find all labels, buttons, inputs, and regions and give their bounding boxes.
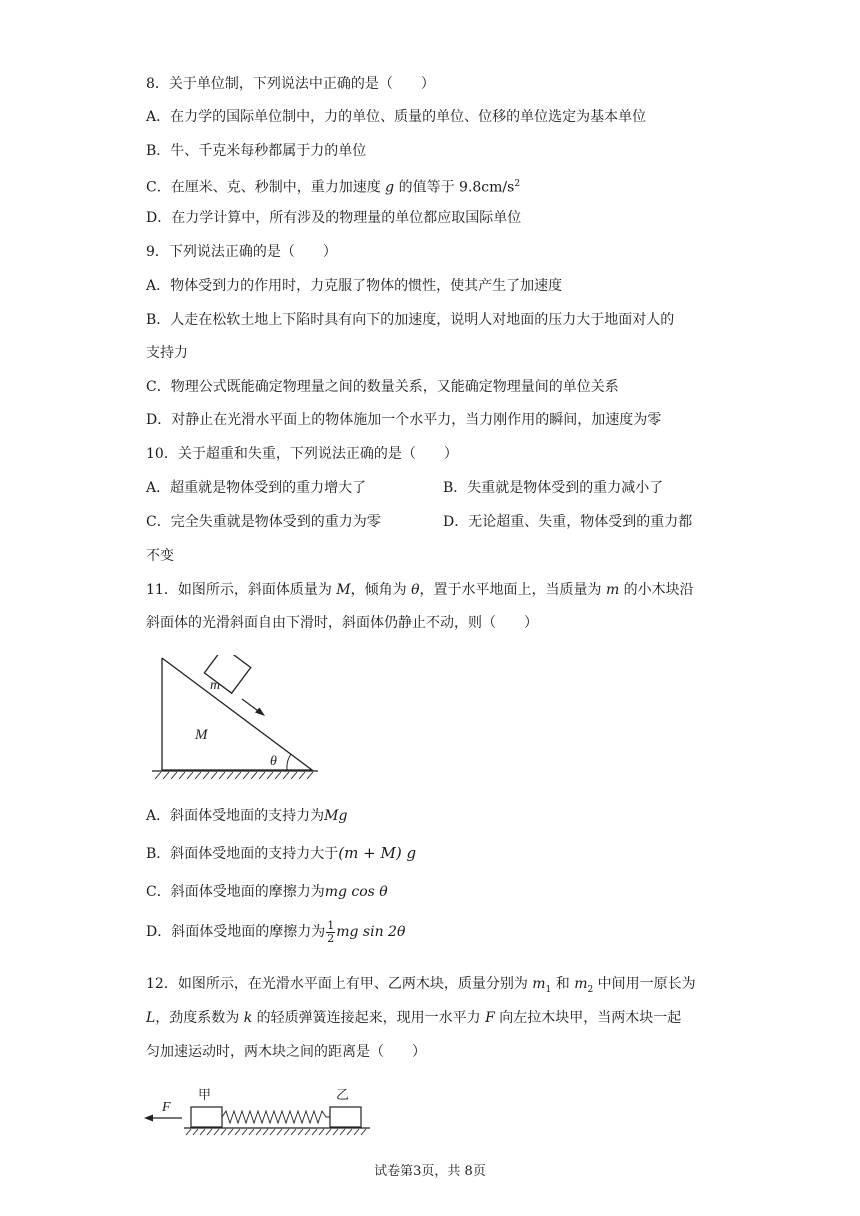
- q9-option-d: D．对静止在光滑水平面上的物体施加一个水平力，当力刚作用的瞬间，加速度为零: [146, 412, 662, 428]
- q9-option-a: A．物体受到力的作用时，力克服了物体的惯性，使其产生了加速度: [146, 278, 563, 294]
- q10-option-c: C．完全失重就是物体受到的重力为零: [146, 514, 381, 530]
- q8-stem: 8．关于单位制，下列说法中正确的是（ ）: [146, 76, 435, 92]
- q10-option-a: A．超重就是物体受到的重力增大了: [146, 480, 367, 496]
- force-F-label: F: [162, 1100, 171, 1115]
- q11-option-c: C．斜面体受地面的摩擦力为mg cos θ: [146, 884, 388, 900]
- q10-option-b: B．失重就是物体受到的重力减小了: [443, 480, 664, 496]
- angle-arc: [287, 754, 291, 770]
- spring-figure: [140, 1083, 375, 1138]
- q9-option-b-line2: 支持力: [146, 345, 188, 361]
- spring: [222, 1111, 330, 1123]
- block-yi: [330, 1107, 361, 1127]
- fraction-one-half: $\frac{1}{2}$: [327, 918, 335, 945]
- incline-M-label: M: [195, 727, 208, 743]
- q8-option-d: D．在力学计算中，所有涉及的物理量的单位都应取国际单位: [146, 210, 522, 226]
- q12-line2: L，劲度系数为 k 的轻质弹簧连接起来，现用一水平力 F 向左拉木块甲，当两木块一起: [146, 1010, 682, 1026]
- q10-option-d-line1: D．无论超重、失重，物体受到的重力都: [443, 514, 693, 530]
- q10-stem: 10．关于超重和失重，下列说法正确的是（ ）: [146, 446, 458, 462]
- q8-option-a: A．在力学的国际单位制中，力的单位、质量的单位、位移的单位选定为基本单位: [146, 109, 647, 125]
- q9-stem: 9．下列说法正确的是（ ）: [146, 244, 337, 260]
- incline-figure: [150, 655, 325, 780]
- block-jia-label: 甲: [198, 1087, 212, 1102]
- q11-option-b: B．斜面体受地面的支持力大于(m + M) g: [146, 844, 417, 862]
- block-m-label: m: [210, 678, 221, 693]
- q12-line3: 匀加速运动时，两木块之间的距离是（ ）: [146, 1044, 426, 1060]
- q9-option-b-line1: B．人走在松软土地上下陷时具有向下的加速度，说明人对地面的压力大于地面对人的: [146, 312, 675, 328]
- force-arrow-head: [144, 1115, 153, 1122]
- floor-hatching: [186, 1129, 366, 1135]
- q11-stem-line2: 斜面体的光滑斜面自由下滑时，斜面体仍静止不动，则（ ）: [146, 615, 538, 631]
- page-footer: 试卷第3页，共 8页: [374, 1164, 486, 1179]
- q10-option-d-line2: 不变: [146, 548, 174, 564]
- q9-option-c: C．物理公式既能确定物理量之间的数量关系，又能确定物理量间的单位关系: [146, 379, 619, 395]
- angle-theta-label: θ: [270, 754, 277, 769]
- q11-stem-line1: 11．如图所示，斜面体质量为 M，倾角为 θ，置于水平地面上，当质量为 m 的小木块沿: [146, 582, 694, 598]
- ground-hatching: [155, 772, 313, 779]
- motion-arrow-head: [255, 708, 265, 717]
- q8-option-c: C．在厘米、克、秒制中，重力加速度 g 的值等于 $9.8cm/s^2$: [146, 179, 521, 196]
- q12-line1: 12．如图所示，在光滑水平面上有甲、乙两木块，质量分别为 $m_1$ 和 $m_2$ 中间用一原长为: [146, 976, 696, 995]
- block-yi-label: 乙: [336, 1087, 350, 1102]
- block-jia: [191, 1107, 222, 1127]
- q11-option-d: D．斜面体受地面的摩擦力为 $\frac{1}{2}$ mg sin 2θ: [146, 918, 406, 945]
- q8-option-b: B．牛、千克米每秒都属于力的单位: [146, 143, 367, 159]
- q11-option-a: A．斜面体受地面的支持力为Mg: [146, 808, 348, 824]
